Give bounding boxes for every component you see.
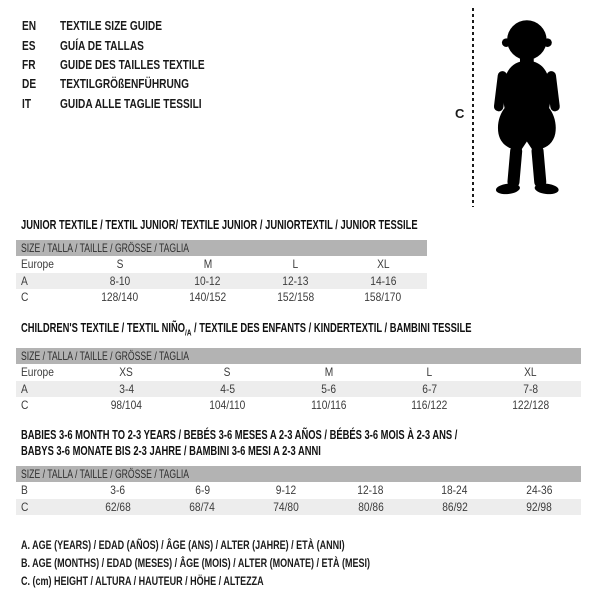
height-c-label: C [455,106,465,121]
language-label: GUÍA DE TALLAS [60,37,144,53]
row-label: Europe [21,365,54,380]
table-cell: M [203,257,212,272]
table-header-band: SIZE / TALLA / TAILLE / GRÖSSE / TAGLIA [16,466,581,482]
table-cell: 140/152 [189,290,227,305]
table-cell: S [224,365,231,380]
language-label: TEXTILGRÖßENFÜHRUNG [60,76,190,92]
table-row [16,273,427,290]
table-cell: 74/80 [273,499,300,514]
table-row [16,289,427,306]
language-code: DE [22,76,37,92]
language-row [22,94,245,113]
table-row [16,381,581,398]
table-cell: 6-9 [194,483,210,498]
table-cell: 116/122 [411,398,448,413]
row-label: C [21,398,29,413]
babies-section-title: BABIES 3-6 MONTH TO 2-3 YEARS / BEBÉS 3-6 MESES A 2-3 AÑOS / BÉBÉS 3-6 MOIS À 2-3 ANS / BABYS 3-6 MONATE BIS 2-3 JAHRE / BAMBINI 3-6 MESI A 2-3 ANNI [21,428,458,458]
table-cell: 5-6 [321,381,336,396]
language-code: FR [22,56,36,72]
table-cell: 12-13 [282,273,309,288]
table-header-band: SIZE / TALLA / TAILLE / GRÖSSE / TAGLIA [16,240,427,256]
row-label: B [21,483,28,498]
table-cell: 80/86 [357,499,384,514]
row-label: C [21,499,29,514]
language-row [22,16,245,35]
babies-size-table [16,466,581,515]
language-row [22,74,245,93]
junior-size-table [16,240,427,306]
table-cell: 7-8 [523,381,538,396]
table-cell: 62/68 [105,499,131,514]
table-cell: 8-10 [109,273,131,288]
table-cell: 12-18 [357,483,384,498]
table-cell: 122/128 [512,398,549,413]
measure-legend [21,538,486,593]
table-cell: XL [524,365,537,380]
table-cell: 24-36 [525,483,552,498]
table-cell: 9-12 [276,483,297,498]
language-label: GUIDE DES TAILLES TEXTILE [60,56,205,72]
table-cell: 68/74 [189,499,215,514]
table-cell: 152/158 [276,290,314,305]
table-row [16,397,581,414]
table-cell: 128/140 [101,290,139,305]
table-cell: 4-5 [220,381,235,396]
table-cell: L [292,257,299,272]
language-code: EN [22,18,37,34]
baby-silhouette-icon [483,9,569,207]
row-label: A [21,273,28,288]
table-cell: XS [119,365,134,380]
table-cell: S [116,257,124,272]
table-cell: 6-7 [422,381,437,396]
language-label: TEXTILE SIZE GUIDE [60,18,162,34]
table-cell: 110/116 [310,398,347,413]
table-row [16,364,581,381]
footnote-a: A. AGE (YEARS) / EDAD (AÑOS) / ÂGE (ANS) / ALTER (JAHRE) / ETÀ (ANNI) [21,538,345,552]
table-cell: 92/98 [526,499,552,514]
table-row [16,256,427,273]
junior-section-title: JUNIOR TEXTILE / TEXTIL JUNIOR/ TEXTILE JUNIOR / JUNIORTEXTIL / JUNIOR TESSILE [21,218,418,232]
table-cell: L [426,365,433,380]
language-row [22,55,245,74]
language-label: GUIDA ALLE TAGLIE TESSILI [60,95,202,111]
language-header [22,16,245,113]
language-code: ES [22,37,36,53]
footnote-b: B. AGE (MONTHS) / EDAD (MESES) / ÂGE (MOIS) / ALTER (MONATE) / ETÀ (MESI) [21,556,370,571]
height-dotted-line [472,8,474,207]
table-cell: 18-24 [441,483,468,498]
table-cell: 3-6 [110,483,126,498]
table-cell: 104/110 [209,398,246,413]
table-cell: 86/92 [441,499,468,514]
table-cell: 158/170 [364,290,402,305]
children-size-table [16,348,581,414]
table-header-band: SIZE / TALLA / TAILLE / GRÖSSE / TAGLIA [16,348,581,364]
row-label: A [21,381,28,396]
table-cell: 10-12 [194,273,221,288]
table-row [16,499,581,516]
row-label: C [21,290,29,305]
table-row [16,482,581,499]
table-cell: XL [376,257,390,272]
table-cell: 3-4 [119,381,134,396]
children-section-title: CHILDREN'S TEXTILE / TEXTIL $NIÑO_{/A}$ / TEXTILE DES ENFANTS / KINDERTEXTIL / BAMBINI TESSILE [21,321,472,338]
language-row [22,35,245,54]
table-cell: 14-16 [370,273,397,288]
footnote-c: C. (cm) HEIGHT / ALTURA / HAUTEUR / HÖHE / ALTEZZA [21,574,264,589]
row-label: Europe [21,257,54,272]
language-code: IT [22,95,32,111]
table-cell: M [324,365,333,380]
table-cell: 98/104 [110,398,143,413]
